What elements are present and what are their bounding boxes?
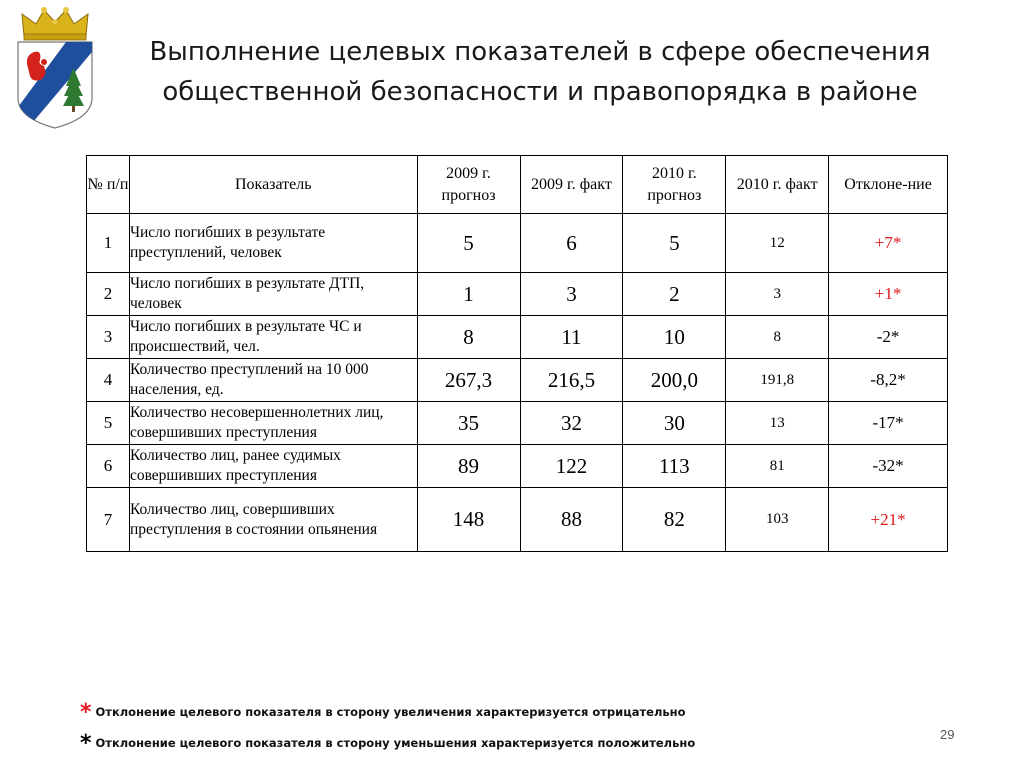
row-deviation: +1* [829,273,948,316]
row-forecast-2010: 10 [623,316,726,359]
row-indicator: Число погибших в результате преступлений, человек [129,214,417,273]
row-forecast-2009: 35 [417,402,520,445]
slide-title [120,32,960,112]
table-row [87,214,948,273]
row-fact-2010: 191,8 [726,359,829,402]
header-deviation: Отклоне-ние [829,156,948,214]
table-row [87,316,948,359]
row-indicator: Количество лиц, ранее судимых совершивших преступления [129,445,417,488]
row-fact-2009: 11 [520,316,623,359]
footnote-increase [80,700,686,725]
row-fact-2009: 32 [520,402,623,445]
footnote-decrease [80,731,695,756]
footnote-star-dark: * [80,731,92,756]
row-forecast-2010: 82 [623,488,726,552]
row-num: 5 [87,402,130,445]
row-fact-2010: 81 [726,445,829,488]
row-fact-2009: 122 [520,445,623,488]
row-forecast-2009: 1 [417,273,520,316]
row-forecast-2009: 8 [417,316,520,359]
row-fact-2009: 3 [520,273,623,316]
header-fact-2010: 2010 г. факт [726,156,829,214]
row-forecast-2010: 2 [623,273,726,316]
row-fact-2009: 88 [520,488,623,552]
page-number: 29 [940,727,955,742]
row-indicator: Число погибших в результате ДТП, человек [129,273,417,316]
footnote-increase-text: Отклонение целевого показателя в сторону увеличения характеризуется отрицательно [95,705,686,719]
row-indicator: Количество лиц, совершивших преступления в состоянии опьянения [129,488,417,552]
coat-of-arms-icon [14,6,96,130]
row-fact-2010: 103 [726,488,829,552]
row-indicator: Количество несовершеннолетних лиц, совершивших преступления [129,402,417,445]
row-forecast-2009: 89 [417,445,520,488]
row-deviation: -17* [829,402,948,445]
footnote-decrease-text: Отклонение целевого показателя в сторону уменьшения характеризуется положительно [95,736,696,750]
row-num: 6 [87,445,130,488]
row-num: 3 [87,316,130,359]
slide-title-line-2: общественной безопасности и правопорядка в районе [162,77,918,107]
row-fact-2009: 216,5 [520,359,623,402]
header-num: № п/п [87,156,130,214]
row-forecast-2009: 148 [417,488,520,552]
header-indicator: Показатель [129,156,417,214]
row-fact-2010: 8 [726,316,829,359]
row-num: 2 [87,273,130,316]
header-fact-2009: 2009 г. факт [520,156,623,214]
table-row [87,273,948,316]
row-deviation: +21* [829,488,948,552]
row-fact-2010: 12 [726,214,829,273]
header-forecast-2009: 2009 г. прогноз [417,156,520,214]
row-forecast-2010: 200,0 [623,359,726,402]
row-forecast-2009: 267,3 [417,359,520,402]
row-deviation: -2* [829,316,948,359]
row-indicator: Количество преступлений на 10 000 населения, ед. [129,359,417,402]
row-indicator: Число погибших в результате ЧС и происшествий, чел. [129,316,417,359]
row-fact-2009: 6 [520,214,623,273]
footnote-star-red: * [80,700,92,725]
row-forecast-2010: 30 [623,402,726,445]
header-forecast-2010: 2010 г. прогноз [623,156,726,214]
table-row [87,445,948,488]
row-deviation: -8,2* [829,359,948,402]
row-num: 4 [87,359,130,402]
table-row [87,359,948,402]
slide-title-line-1: Выполнение целевых показателей в сфере обеспечения [149,37,931,67]
table-row [87,402,948,445]
row-num: 7 [87,488,130,552]
row-deviation: +7* [829,214,948,273]
row-fact-2010: 13 [726,402,829,445]
row-fact-2010: 3 [726,273,829,316]
table-row [87,488,948,552]
row-deviation: -32* [829,445,948,488]
row-num: 1 [87,214,130,273]
row-forecast-2010: 5 [623,214,726,273]
row-forecast-2009: 5 [417,214,520,273]
row-forecast-2010: 113 [623,445,726,488]
indicators-table [86,155,948,552]
table-header-row [87,156,948,214]
